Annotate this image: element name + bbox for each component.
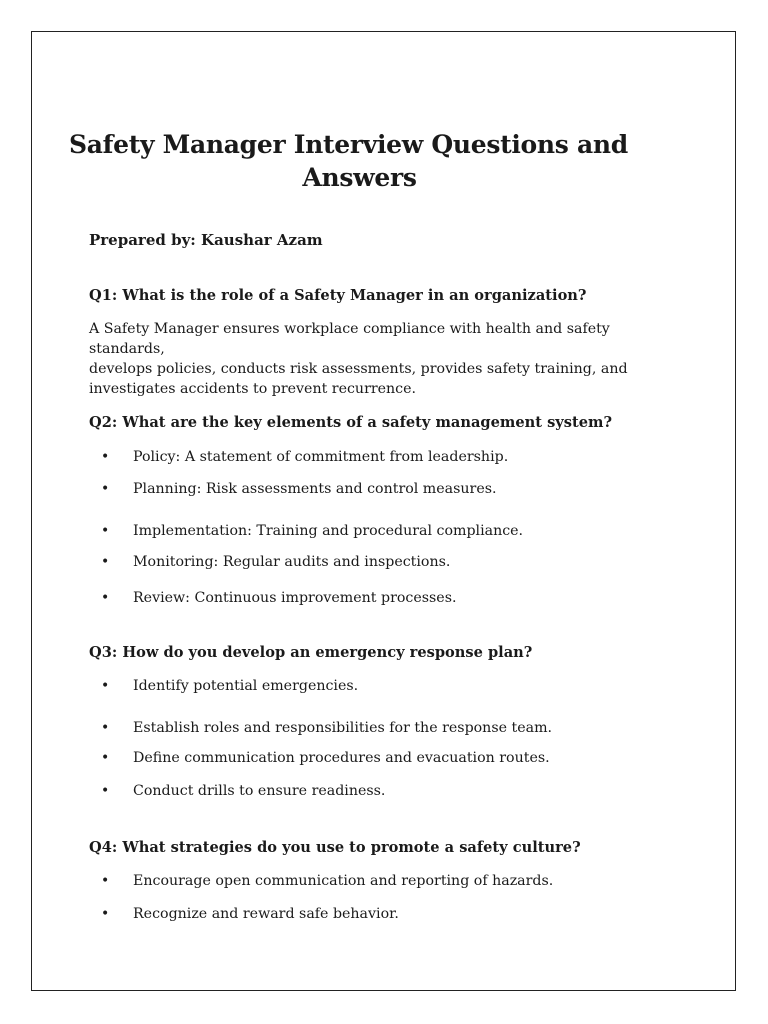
question-1-answer [89,319,679,399]
bullet-icon: • [101,449,110,465]
list-item: • Monitoring: Regular audits and inspections. [101,554,451,570]
answer-line: investigates accidents to prevent recurrence. [89,381,417,397]
list-item: • Planning: Risk assessments and control measures. [101,481,497,497]
bullet-icon: • [101,906,110,922]
question-3-heading: Q3: How do you develop an emergency response plan? [89,644,533,661]
list-item: • Review: Continuous improvement processes. [101,590,457,606]
bullet-icon: • [101,590,110,606]
question-1-heading: Q1: What is the role of a Safety Manager in an organization? [89,287,587,304]
list-item: • Establish roles and responsibilities for the response team. [101,720,553,736]
prepared-by: Prepared by: Kaushar Azam [89,231,323,249]
list-item: • Identify potential emergencies. [101,678,359,694]
bullet-icon: • [101,678,110,694]
list-item: • Conduct drills to ensure readiness. [101,783,386,799]
bullet-icon: • [101,720,110,736]
question-2-heading: Q2: What are the key elements of a safety management system? [89,414,612,431]
bullet-icon: • [101,783,110,799]
list-item: • Policy: A statement of commitment from leadership. [101,449,509,465]
title-line-1: Safety Manager Interview Questions and [69,130,628,159]
list-item: • Implementation: Training and procedural compliance. [101,523,524,539]
list-item: • Define communication procedures and evacuation routes. [101,750,550,766]
list-item: • Recognize and reward safe behavior. [101,906,399,922]
answer-line: A Safety Manager ensures workplace compliance with health and safety standards, [89,321,610,357]
answer-line: develops policies, conducts risk assessments, provides safety training, and [89,361,628,377]
title-line-2: Answers [302,163,417,192]
bullet-icon: • [101,523,110,539]
bullet-icon: • [101,481,110,497]
document-title [31,128,736,194]
list-item: • Encourage open communication and reporting of hazards. [101,873,554,889]
question-4-heading: Q4: What strategies do you use to promote a safety culture? [89,839,581,856]
bullet-icon: • [101,554,110,570]
bullet-icon: • [101,750,110,766]
bullet-icon: • [101,873,110,889]
